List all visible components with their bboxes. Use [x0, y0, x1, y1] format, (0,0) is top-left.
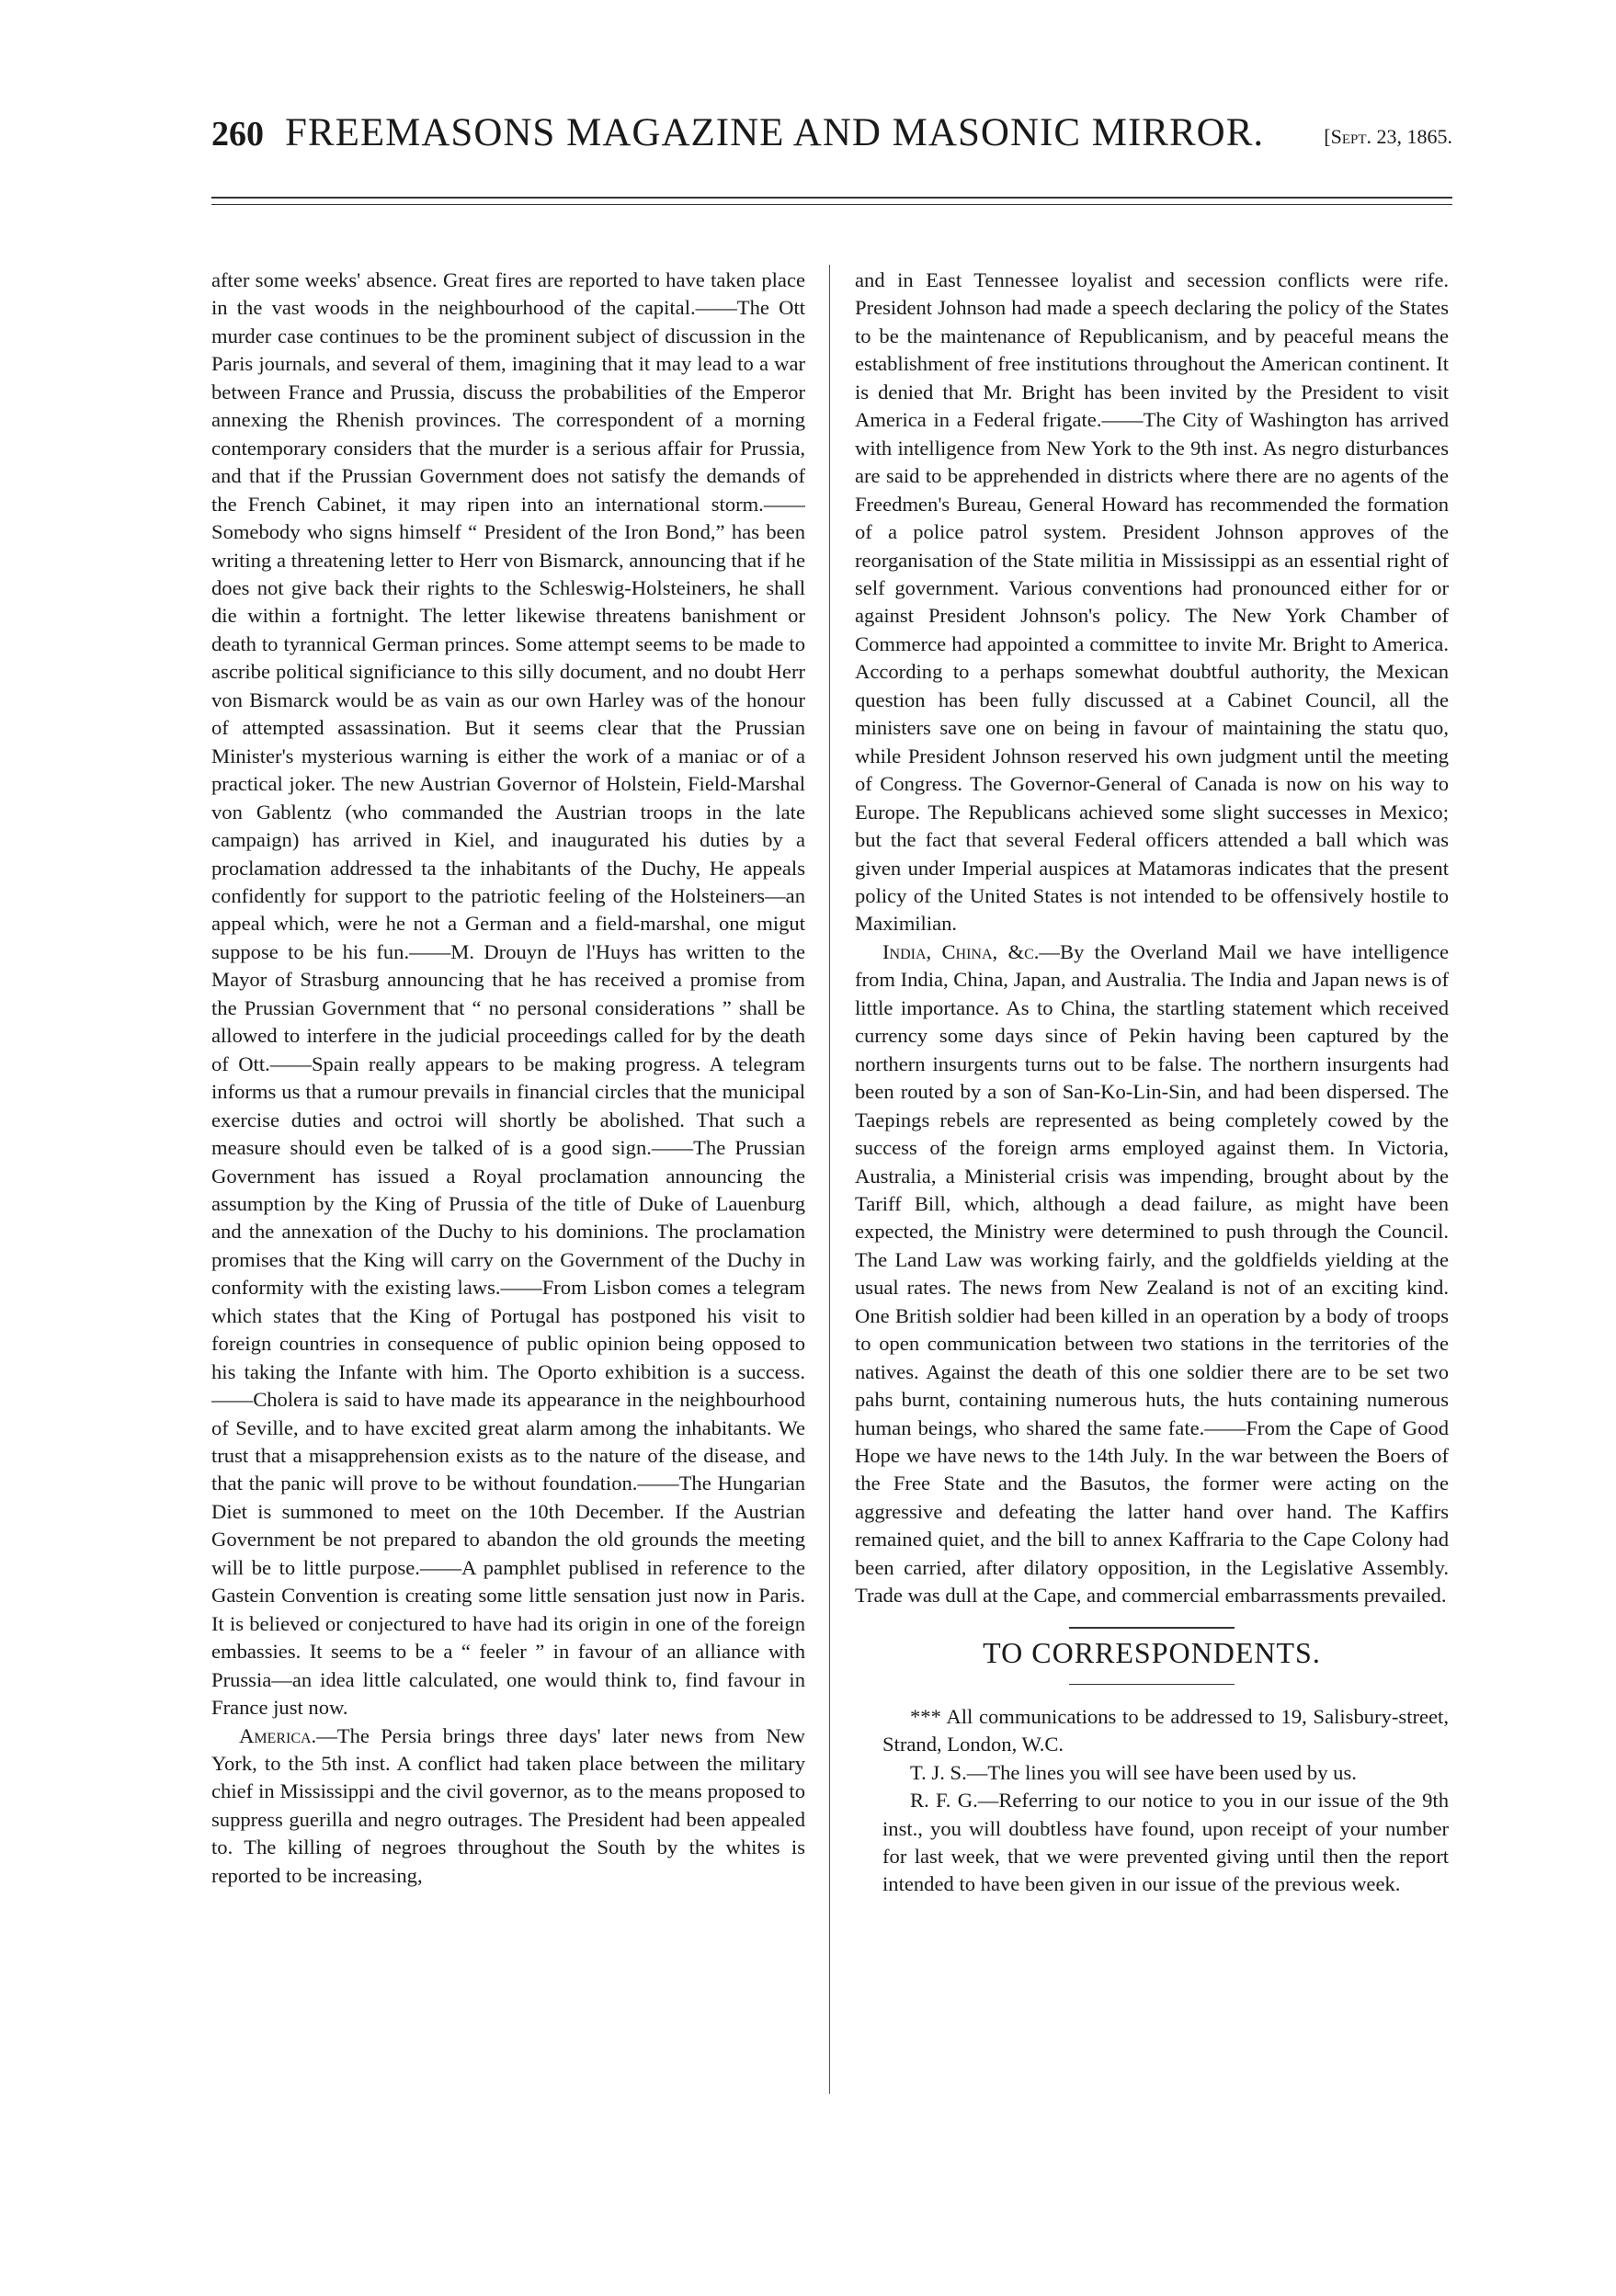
section-rule-bottom — [1069, 1684, 1235, 1685]
magazine-title: FREEMASONS MAGAZINE AND MASONIC MIRROR. — [285, 111, 1265, 154]
issue-date: [Sept. 23, 1865. — [1324, 125, 1452, 148]
correspondent-notice-address: *** All communications to be addressed to 19, Salisbury-street, Strand, London, W.C. — [882, 1704, 1449, 1756]
header-rule-thick — [211, 197, 1452, 199]
left-column — [211, 267, 805, 2096]
header-rule-thin — [211, 204, 1452, 205]
correspondents-heading: TO CORRESPONDENTS. — [983, 1635, 1321, 1669]
india-china-text: —By the Overland Mail we have intelligence from India, China, Japan, and Australia. The India and Japan news is of little importance. As to China, the startling statement which received currency some days since of Pekin having been captured by the northern insurgents turns out to be false. The northern insurgents had been routed by a son of San-Ko-Lin-Sin, and had been dispersed. The Taepings rebels are represented as being completely cowed by the success of the foreign arms employed against them. In Victoria, Australia, a Ministerial crisis was impending, brought about by the Tariff Bill, which, although a dead failure, as might have been expected, the Ministry were determined to push through the Council. The Land Law was working fairly, and the goldfields yielding at the usual rates. The news from New Zealand is not of an exciting kind. One British soldier had been killed in an operation by a body of troops to open communication between two stations in the territories of the natives. Against the death of this one soldier there are to be set two pahs burnt, containing numerous huts, the huts containing numerous human beings, who shared the same fate.——From the Cape of Good Hope we have news to the 14th July. In the war between the Boers of the Free State and the Basutos, the former were acting on the aggressive and defeating the latter hand over hand. The Kaffirs remained quiet, and the bill to annex Kaffraria to the Cape Colony had been carried, after dilatory opposition, in the Legislative Assembly. Trade was dull at the Cape, and commercial embarrassments prevailed. — [855, 939, 1449, 1608]
news-paragraph-america-continued: and in East Tennessee loyalist and secession conflicts were rife. President Johnson had made a speech declaring the policy of the States to be the maintenance of Republicanism, and by peaceful means the establishment of free institutions throughout the American continent. It is denied that Mr. Bright has been invited by the President to visit America in a Federal frigate.——The City of Washington has arrived with intelligence from New York to the 9th inst. As negro disturbances are said to be apprehended in districts where there are no agents of the Freedmen's Bureau, General Howard has recommended the formation of a police patrol system. President Johnson approves of the reorganisation of the State militia in Mississippi as an essential right of self government. Various conventions had pronounced either for or against President Johnson's policy. The New York Chamber of Commerce had appointed a committee to invite Mr. Bright to America. According to a perhaps somewhat doubtful authority, the Mexican question has been fully discussed at a Cabinet Council, all the ministers save one on being in favour of maintaining the statu quo, while President Johnson reserved his own judgment until the meeting of Congress. The Governor-General of Canada is now on his way to Europe. The Republicans achieved some slight successes in Mexico; but the fact that several Federal officers attended a ball which was given under Imperial auspices at Matamoras indicates that the present policy of the United States is not intended to be offensively hostile to Maximilian. — [855, 268, 1449, 936]
right-column — [855, 267, 1449, 2096]
correspondent-notice-rfg: R. F. G.—Referring to our notice to you in our issue of the 9th inst., you will doubtless have found, upon receipt of your number for last week, that we were prevented giving until then the report intended to have been given in our issue of the previous week. — [882, 1789, 1449, 1896]
news-paragraph-continental: after some weeks' absence. Great fires are reported to have taken place in the vast woods in the neighbourhood of the capital.——The Ott murder case continues to be the prominent subject of discussion in the Paris journals, and several of them, imagining that it may lead to a war between France and Prussia, discuss the probabilities of the Emperor annexing the Rhenish provinces. The correspondent of a morning contemporary considers that the murder is a serious affair for Prussia, and that if the Prussian Government does not satisfy the demands of the French Cabinet, it may ripen into an international storm.——Somebody who signs himself “ President of the Iron Bond,” has been writing a threatening letter to Herr von Bismarck, announcing that if he does not give back their rights to the Schleswig-Holsteiners, he shall die within a fortnight. The letter likewise threatens banishment or death to tyrannical German princes. Some attempt seems to be made to ascribe political significiance to this silly document, and no doubt Herr von Bismarck would be as vain as our own Harley was of the honour of attempted assassination. But it seems clear that the Prussian Minister's mysterious warning is either the work of a maniac or of a practical joker. The new Austrian Governor of Holstein, Field-Marshal von Gablentz (who commanded the Austrian troops in the late campaign) has arrived in Kiel, and inaugurated his duties by a proclamation addressed ta the inhabitants of the Duchy, He appeals confidently for support to the patriotic feeling of the Holsteiners—an appeal which, were he not a German and a field-marshal, one migut suppose to be his fun.——M. Drouyn de l'Huys has written to the Mayor of Strasburg announcing that he has received a promise from the Prussian Government that “ no personal considerations ” shall be allowed to interfere in the judicial proceedings called for by the death of Ott.——Spain really appears to be making progress. A telegram informs us that a rumour prevails in financial circles that the municipal exercise duties and octroi will shortly be abolished. That such a measure should even be talked of is a good sign.——The Prussian Government has issued a Royal proclamation announcing the assumption by the King of Prussia of the title of Duke of Lauenburg and the annexation of the Duchy to his dominions. The proclamation promises that the King will carry on the Government of the Duchy in conformity with the existing laws.——From Lisbon comes a telegram which states that the King of Portugal has postponed his visit to foreign countries in consequence of public opinion being opposed to his taking the Infante with him. The Oporto exhibition is a success.——Cholera is said to have made its appearance in the neighbourhood of Seville, and to have excited great alarm among the inhabitants. We trust that a misapprehension exists as to the nature of the disease, and that the panic will prove to be without foundation.——The Hungarian Diet is summoned to meet on the 10th December. If the Austrian Government be not prepared to abandon the old grounds the meeting will be to little purpose.——A pamphlet publised in reference to the Gastein Convention is creating some little sensation just now in Paris. It is believed or conjectured to have had its origin in one of the foreign embassies. It seems to be a “ feeler ” in favour of an alliance with Prussia—an idea little calculated, one would think to, find favour in France just now. — [211, 268, 805, 1720]
india-china-label: India, China, &c. — [882, 939, 1040, 963]
column-divider — [829, 265, 830, 2094]
correspondent-notice-tjs: T. J. S.—The lines you will see have been used by us. — [910, 1760, 1357, 1784]
news-paragraph-america — [211, 1722, 805, 1891]
america-text: —The Persia brings three days' later news from New York, to the 5th inst. A conflict had taken place between the military chief in Mississippi and the civil governor, as to the means proposed to suppress guerilla and negro outrages. The President had been appealed to. The killing of negroes throughout the South by the whites is reported to be increasing, — [211, 1723, 805, 1887]
america-label: America. — [239, 1723, 317, 1747]
page-number: 260 — [211, 115, 264, 153]
section-rule-top — [1069, 1627, 1235, 1629]
masthead — [211, 110, 1452, 165]
news-paragraph-india-china — [855, 938, 1449, 1610]
